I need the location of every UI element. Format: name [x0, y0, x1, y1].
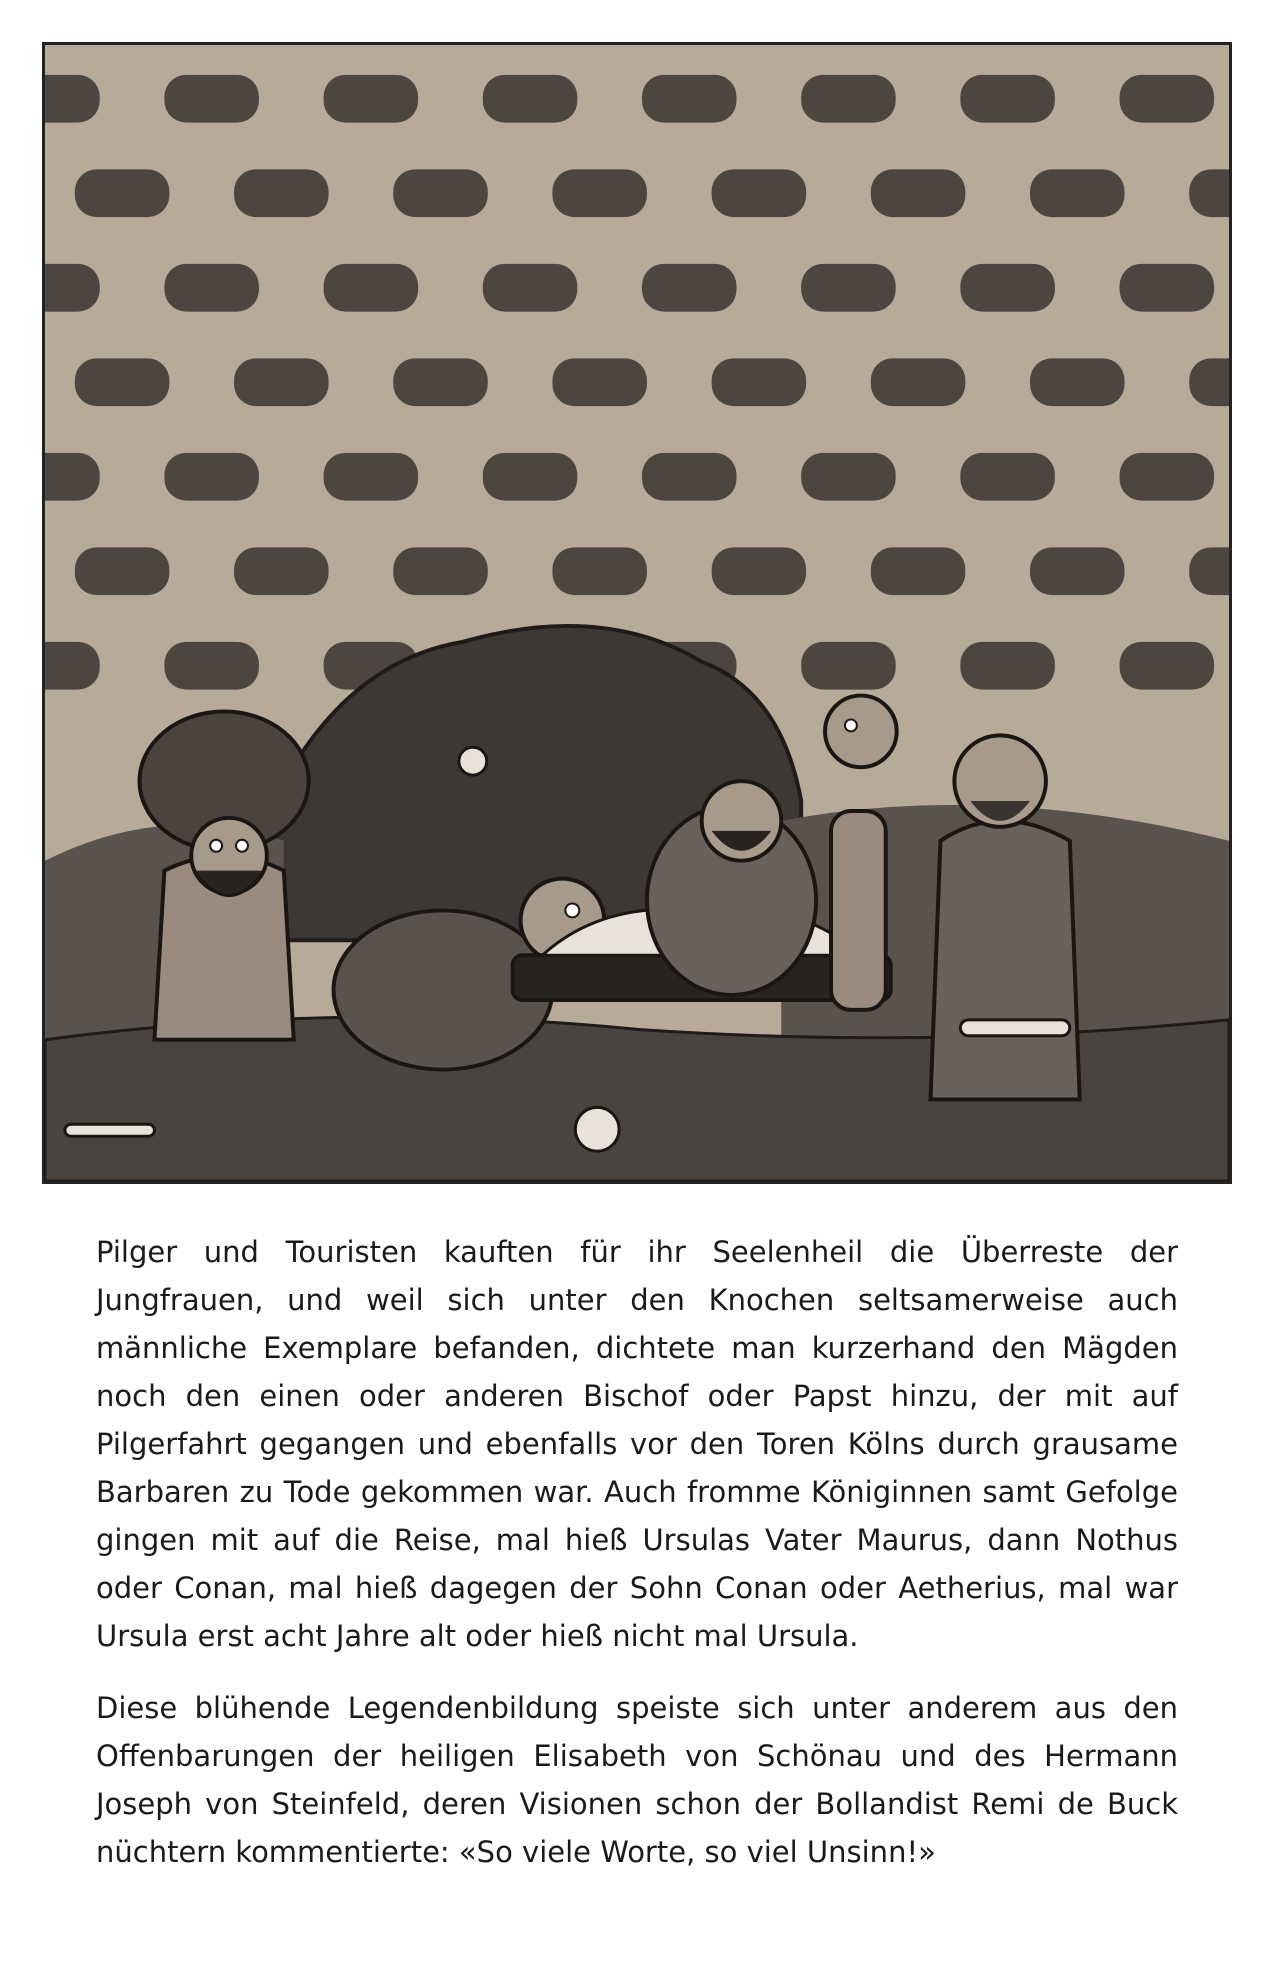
wall-brick	[164, 642, 259, 690]
wall-brick	[801, 642, 896, 690]
ground-skull	[575, 1107, 619, 1151]
wall-brick	[801, 453, 896, 501]
wall-brick	[234, 547, 329, 595]
wall-brick	[75, 358, 170, 406]
wall-brick	[712, 169, 807, 217]
wall-brick	[164, 264, 259, 312]
wall-brick	[801, 75, 896, 123]
wall-brick	[324, 75, 419, 123]
bone-pile-cartoon	[45, 45, 1229, 1181]
wall-brick	[1030, 358, 1125, 406]
wall-brick	[871, 547, 966, 595]
wall-brick	[960, 453, 1055, 501]
wall-brick	[552, 547, 647, 595]
wall-brick	[642, 453, 737, 501]
wall-brick	[1189, 547, 1229, 595]
paragraph-1: Pilger und Touristen kauften für ihr Seelenheil die Überreste der Jungfrauen, und weil sich unter den Knochen seltsamerweise auch männliche Exemplare befanden, dichtete man kurzerhand den Mägden noch den einen oder anderen Bischof oder Papst hinzu, der mit auf Pilgerfahrt gegangen und ebenfalls vor den Toren Kölns durch grausame Barbaren zu Tode gekommen war. Auch fromme Königinnen samt Gefolge gingen mit auf die Reise, mal hieß Ursulas Vater Maurus, dann Nothus oder Conan, mal hieß dagegen der Sohn Conan oder Aetherius, mal war Ursula erst acht Jahre alt oder hieß nicht mal Ursula.	[96, 1235, 1178, 1653]
paragraph-2: Diese blühende Legendenbildung speiste sich unter anderem aus den Offenbarungen der heiligen Elisabeth von Schönau und des Hermann Joseph von Steinfeld, deren Visionen schon der Bollandist Remi de Buck nüchtern kommentierte: «So viele Worte, so viel Unsinn!»	[96, 1691, 1178, 1869]
wall-brick	[45, 75, 100, 123]
wall-brick	[483, 75, 578, 123]
wall-brick	[871, 358, 966, 406]
wall-brick	[712, 547, 807, 595]
wall-brick	[552, 169, 647, 217]
wall-brick	[1030, 547, 1125, 595]
wall-brick	[642, 75, 737, 123]
cartoon-illustration	[42, 42, 1232, 1184]
wall-brick	[234, 358, 329, 406]
wall-brick	[712, 358, 807, 406]
wall-brick	[1189, 169, 1229, 217]
pilgrim-with-sack	[140, 711, 309, 1039]
wall-brick	[960, 75, 1055, 123]
wall-brick	[1189, 358, 1229, 406]
wall-brick	[164, 75, 259, 123]
thin-man	[825, 696, 897, 1010]
wall-brick	[393, 358, 488, 406]
wall-brick	[1120, 453, 1215, 501]
wall-brick	[483, 264, 578, 312]
wall-brick	[1030, 169, 1125, 217]
wall-brick	[393, 547, 488, 595]
wall-brick	[1120, 75, 1215, 123]
wall-brick	[483, 453, 578, 501]
wall-brick	[552, 358, 647, 406]
wall-brick	[45, 264, 100, 312]
ground-bone	[65, 1124, 155, 1136]
wall-brick	[393, 169, 488, 217]
wall-brick	[642, 264, 737, 312]
wall-brick	[324, 453, 419, 501]
wall-brick	[164, 453, 259, 501]
wall-brick	[960, 642, 1055, 690]
wall-brick	[960, 264, 1055, 312]
wall-brick	[45, 453, 100, 501]
wall-brick	[1120, 642, 1215, 690]
wall-brick	[871, 169, 966, 217]
wall-brick	[45, 642, 100, 690]
wall-brick	[234, 169, 329, 217]
wall-brick	[1120, 264, 1215, 312]
wall-brick	[801, 264, 896, 312]
wall-brick	[324, 264, 419, 312]
wall-brick	[75, 547, 170, 595]
small-skull	[459, 747, 487, 775]
wall-brick	[75, 169, 170, 217]
